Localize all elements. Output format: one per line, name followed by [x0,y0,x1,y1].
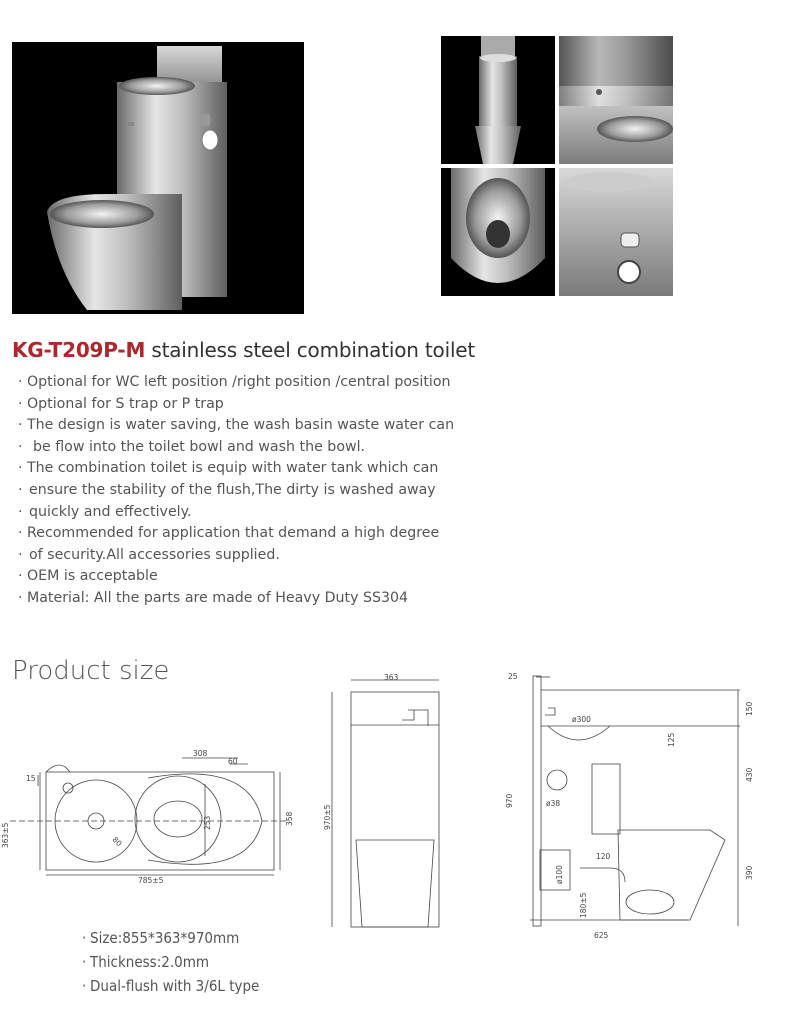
dim-side-970: 970 [505,793,514,808]
dim-side-150: 150 [745,701,754,716]
detail-photo-buttons [559,168,673,296]
front-view-drawing [310,670,460,940]
dim-side-430: 430 [745,767,754,782]
dim-253: 253 [203,815,212,830]
feature-item-continued: · quickly and effectively. [18,502,454,524]
spec-list [82,926,259,998]
dim-side-120: 120 [596,852,611,861]
dim-15: 15 [26,774,36,783]
feature-item-continued: · of security.All accessories supplied. [18,545,454,567]
dim-358: 358 [285,811,294,826]
dim-side-300: ø300 [572,715,591,724]
product-size-heading: Product size [12,656,170,686]
feature-item: · Optional for S trap or P trap [18,394,454,416]
product-title [12,338,475,362]
dim-side-390: 390 [745,865,754,880]
feature-item: · Optional for WC left position /right position /central position [18,372,454,394]
feature-item-continued: · ensure the stability of the flush,The dirty is washed away [18,480,454,502]
spec-flush: · Dual-flush with 3/6L type [82,974,259,998]
dim-785: 785±5 [138,876,164,885]
top-view-drawing [0,748,300,888]
feature-item: · OEM is acceptable [18,566,454,588]
feature-item-continued: · be flow into the toilet bowl and wash the bowl. [18,437,454,459]
dim-side-180: 180±5 [579,892,588,918]
dim-side-625: 625 [594,931,609,940]
dim-side-100: ø100 [555,865,564,884]
product-name: stainless steel combination toilet [145,338,476,362]
side-view-drawing [500,670,770,945]
main-product-photo [12,42,304,314]
dim-80: 80 [110,835,124,849]
detail-photo-bowl [441,168,555,296]
spec-thickness: · Thickness:2.0mm [82,950,259,974]
feature-item: · The design is water saving, the wash basin waste water can [18,415,454,437]
model-number: KG-T209P-M [12,338,146,362]
dim-60: 60 [228,757,238,766]
feature-item: · Material: All the parts are made of Heavy Duty SS304 [18,588,454,610]
dim-side-25: 25 [508,672,518,681]
detail-photo-basin [559,36,673,164]
feature-item: · Recommended for application that demand a high degree [18,523,454,545]
detail-photo-front [441,36,555,164]
dim-308: 308 [193,749,208,758]
feature-list [18,372,454,610]
dim-front-970: 970±5 [323,804,332,830]
dim-side-125: 125 [667,732,676,747]
dim-363: 363±5 [1,822,10,848]
feature-item: · The combination toilet is equip with water tank which can [18,458,454,480]
spec-size: · Size:855*363*970mm [82,926,259,950]
dim-side-38: ø38 [546,799,561,808]
dim-front-363: 363 [384,673,399,682]
